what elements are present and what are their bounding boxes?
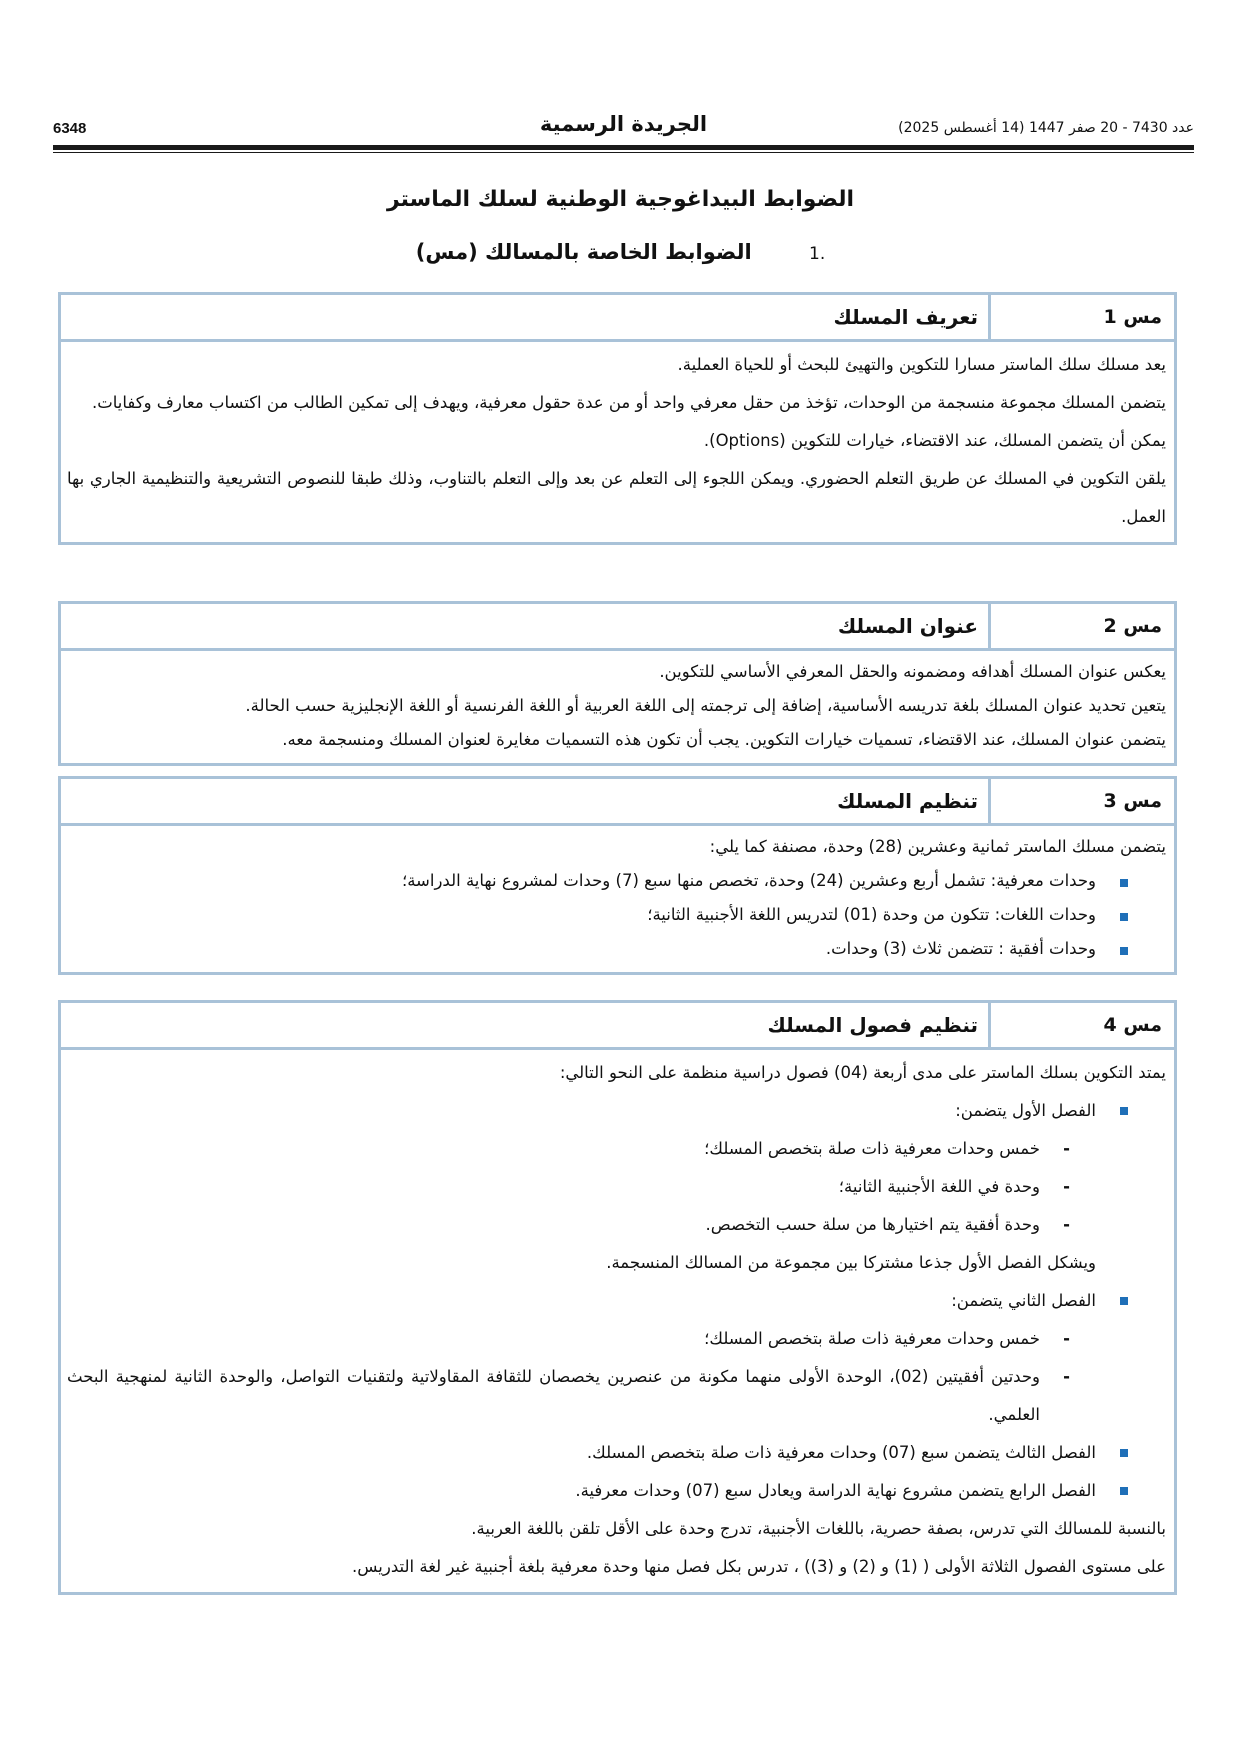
paragraph: يعد مسلك سلك الماستر مسارا للتكوين والتهيئ للبحث أو للحياة العملية. — [677, 355, 1166, 374]
rule-box-ms2 — [58, 601, 1177, 766]
paragraph: يتضمن المسلك مجموعة منسجمة من الوحدات، تؤخذ من حقل معرفي واحد أو من عدة حقول معرفية، ويهدف إلى تمكين الطالب من اكتساب معارف وكفايات. — [91, 393, 1166, 412]
box-code: مس 4 — [988, 1003, 1174, 1047]
semester-2-title: الفصل الثاني يتضمن: — [67, 1282, 1166, 1320]
closing-paragraph: بالنسبة للمسالك التي تدرس، بصفة حصرية، باللغات الأجنبية، تدرج وحدة على الأقل تلقن باللغة العربية. — [471, 1519, 1166, 1538]
dash-item: - وحدة أفقية يتم اختيارها من سلة حسب التخصص. — [67, 1206, 1166, 1244]
semester-1-note: ويشكل الفصل الأول جذعا مشتركا بين مجموعة من المسالك المنسجمة. — [606, 1253, 1096, 1272]
box-label: تعريف المسلك — [833, 305, 978, 329]
dash-item: - خمس وحدات معرفية ذات صلة بتخصص المسلك؛ — [67, 1130, 1166, 1168]
bullet-item: وحدات أفقية : تتضمن ثلاث (3) وحدات. — [67, 932, 1166, 966]
bullet-item: وحدات اللغات: تتكون من وحدة (01) لتدريس اللغة الأجنبية الثانية؛ — [67, 898, 1166, 932]
dash-item: - خمس وحدات معرفية ذات صلة بتخصص المسلك؛ — [67, 1320, 1166, 1358]
header-rule-thick — [53, 145, 1194, 150]
intro-text: يتضمن مسلك الماستر ثمانية وعشرين (28) وحدة، مصنفة كما يلي: — [709, 837, 1166, 856]
page-header — [53, 112, 1194, 142]
bullet-item: وحدات معرفية: تشمل أربع وعشرين (24) وحدة، تخصص منها سبع (7) وحدات لمشروع نهاية الدراسة؛ — [67, 864, 1166, 898]
paragraph: يعكس عنوان المسلك أهدافه ومضمونه والحقل المعرفي الأساسي للتكوين. — [659, 662, 1166, 681]
issue-info: عدد 7430 - 20 صفر 1447 (14 أغسطس 2025) — [898, 120, 1194, 136]
box-label: تنظيم المسلك — [837, 789, 978, 813]
semester-3: الفصل الثالث يتضمن سبع (07) وحدات معرفية ذات صلة بتخصص المسلك. — [67, 1434, 1166, 1472]
section-heading — [0, 240, 1241, 264]
dash-item: - وحدة في اللغة الأجنبية الثانية؛ — [67, 1168, 1166, 1206]
rule-box-ms4 — [58, 1000, 1177, 1595]
page-number: 6348 — [53, 120, 87, 137]
header-rule-thin — [53, 152, 1194, 153]
box-body — [61, 651, 1174, 763]
box-code: مس 3 — [988, 779, 1174, 823]
box-body — [61, 1050, 1174, 1592]
paragraph: يتعين تحديد عنوان المسلك بلغة تدريسه الأساسية، إضافة إلى ترجمته إلى اللغة العربية أو اللغة الفرنسية أو اللغة الإنجليزية حسب الحالة. — [245, 696, 1166, 715]
box-code: مس 1 — [988, 295, 1174, 339]
box-header — [61, 779, 1174, 826]
paragraph: يمكن أن يتضمن المسلك، عند الاقتضاء، خيارات للتكوين (Options). — [703, 431, 1166, 450]
box-body — [61, 342, 1174, 542]
box-header — [61, 295, 1174, 342]
intro-text: يمتد التكوين بسلك الماستر على مدى أربعة (04) فصول دراسية منظمة على النحو التالي: — [559, 1063, 1166, 1082]
rule-box-ms1 — [58, 292, 1177, 545]
box-code: مس 2 — [988, 604, 1174, 648]
semester-4: الفصل الرابع يتضمن مشروع نهاية الدراسة ويعادل سبع (07) وحدات معرفية. — [67, 1472, 1166, 1510]
dash-item: - وحدتين أفقيتين (02)، الوحدة الأولى منهما مكونة من عنصرين يخصصان للثقافة المقاولاتية ولتقنيات التواصل، والوحدة الثانية لمنهجية البحث العلمي. — [67, 1358, 1166, 1434]
box-header — [61, 1003, 1174, 1050]
rule-box-ms3 — [58, 776, 1177, 975]
paragraph: يتضمن عنوان المسلك، عند الاقتضاء، تسميات خيارات التكوين. يجب أن تكون هذه التسميات مغايرة لعنوان المسلك ومنسجمة معه. — [282, 730, 1166, 749]
semester-1-title: الفصل الأول يتضمن: — [67, 1092, 1166, 1130]
box-body — [61, 826, 1174, 972]
paragraph: يلقن التكوين في المسلك عن طريق التعلم الحضوري. ويمكن اللجوء إلى التعلم عن بعد وإلى التعلم بالتناوب، وذلك طبقا للنصوص التشريعية والتنظيمية الجاري بها العمل. — [67, 469, 1166, 526]
box-label: تنظيم فصول المسلك — [767, 1013, 978, 1037]
publication-title: الجريدة الرسمية — [539, 112, 708, 136]
box-header — [61, 604, 1174, 651]
closing-paragraph: على مستوى الفصول الثلاثة الأولى ( (1) و (2) و (3)) ، تدرس بكل فصل منها وحدة معرفية بلغة أجنبية غير لغة التدريس. — [352, 1557, 1166, 1576]
box-label: عنوان المسلك — [837, 614, 978, 638]
document-title: الضوابط البيداغوجية الوطنية لسلك الماستر — [386, 187, 855, 212]
section-number: .1 — [808, 244, 826, 264]
section-title: الضوابط الخاصة بالمسالك (مس) — [415, 240, 752, 264]
